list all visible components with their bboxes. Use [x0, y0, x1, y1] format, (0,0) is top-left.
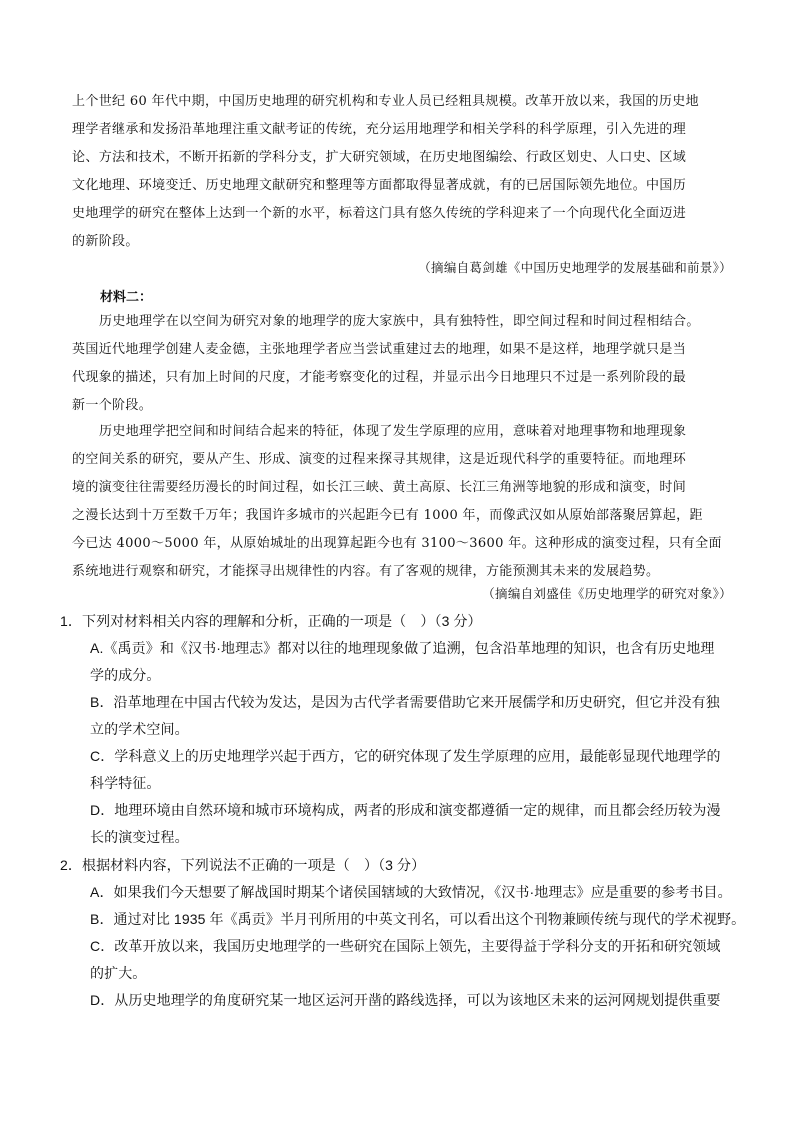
option-b[interactable]: B．沿革地理在中国古代较为发达，是因为古代学者需要借助它来开展儒学和历史研究，但它并没有独	[90, 694, 720, 710]
text-line: 文化地理、环境变迁、历史地理文献研究和整理等方面都取得显著成就，有的已居国际领先地位。中国历	[72, 178, 687, 193]
text-line: 历史地理学把空间和时间结合起来的特征，体现了发生学原理的应用，意味着对地理事物和地理现象	[99, 424, 687, 439]
material2-source: （摘编自刘盛佳《历史地理学的研究对象》）	[482, 586, 732, 601]
option-d[interactable]: D．地理环境由自然环境和城市环境构成，两者的形成和演变都遵循一定的规律，而且都会经历较为漫	[90, 802, 721, 818]
text-line: 的空间关系的研究，要从产生、形成、演变的过程来探寻其规律，这是近现代科学的重要特征。而地理环	[72, 452, 687, 467]
text-line: 历史地理学在以空间为研究对象的地理学的庞大家族中，具有独特性，即空间过程和时间过程相结合。	[99, 314, 700, 329]
text-line: 境的演变往往需要经历漫长的时间过程，如长江三峡、黄土高原、长江三角洲等地貌的形成和演变，时间	[72, 480, 687, 495]
text-line: 史地理学的研究在整体上达到一个新的水平，标着这门具有悠久传统的学科迎来了一个向现代化全面迈进	[72, 206, 687, 221]
text-line: 之漫长达到十万至数千万年；我国许多城市的兴起距今已有 1000 年，而像武汉如从原始部落聚居算起，距	[72, 508, 703, 523]
material1-paragraph	[72, 88, 730, 256]
text-line: 英国近代地理学创建人麦金德，主张地理学者应当尝试重建过去的地理，如果不是这样，地理学就只是当	[72, 342, 687, 357]
text-line: 理学者继承和发扬沿革地理注重文献考证的传统，充分运用地理学和相关学科的科学原理，引入先进的理	[72, 122, 687, 137]
material2-title: 材料二：	[100, 290, 153, 305]
text-line: 上个世纪 60 年代中期，中国历史地理的研究机构和专业人员已经粗具规模。改革开放以来，我国的历史地	[72, 94, 699, 109]
text-line: 的新阶段。	[72, 234, 139, 249]
question-stem: 1．下列对材料相关内容的理解和分析，正确的一项是（ ）（3 分）	[60, 613, 482, 629]
text-line: 系统地进行观察和研究，才能探寻出规律性的内容。有了客观的规律，方能预测其未来的发展趋势。	[72, 564, 660, 579]
text-line: 论、方法和技术，不断开拓新的学科分支，扩大研究领域，在历史地图编绘、行政区划史、人口史、区域	[72, 150, 687, 165]
option-b-cont: 立的学术空间。	[90, 721, 189, 737]
option-a[interactable]: A.《禹贡》和《汉书·地理志》都对以往的地理现象做了追溯，包含沿革地理的知识，也含有历史地理	[90, 640, 715, 656]
text-line: 新一个阶段。	[72, 398, 153, 413]
question-2	[60, 852, 746, 1014]
option-a-cont: 学的成分。	[90, 667, 161, 683]
text-line: 今已达 4000～5000 年，从原始城址的出现算起距今也有 3100～3600 年。这种形成的演变过程，只有全面	[72, 536, 722, 551]
material1-source: （摘编自葛剑雄《中国历史地理学的发展基础和前景》）	[418, 260, 732, 275]
question-1	[60, 608, 740, 851]
option-d-cont: 长的演变过程。	[90, 829, 189, 845]
option-c[interactable]: C．学科意义上的历史地理学兴起于西方，它的研究体现了发生学原理的应用，最能彰显现代地理学的	[90, 748, 721, 764]
option-b[interactable]: B．通过对比 1935 年《禹贡》半月刊所用的中英文刊名，可以看出这个刊物兼顾传统与现代的学术视野。	[90, 911, 746, 927]
material2-paragraph-2	[72, 418, 730, 586]
option-a[interactable]: A．如果我们今天想要了解战国时期某个诸侯国辖域的大致情况，《汉书·地理志》应是重要的参考书目。	[90, 884, 732, 900]
material2-paragraph-1	[72, 308, 730, 420]
option-d[interactable]: D．从历史地理学的角度研究某一地区运河开凿的路线选择，可以为该地区未来的运河网规划提供重要	[90, 992, 721, 1008]
option-c-cont: 的扩大。	[90, 965, 147, 981]
text-line: 代现象的描述，只有加上时间的尺度，才能考察变化的过程，并显示出今日地理只不过是一系列阶段的最	[72, 370, 687, 385]
option-c[interactable]: C．改革开放以来，我国历史地理学的一些研究在国际上领先，主要得益于学科分支的开拓和研究领域	[90, 938, 721, 954]
question-stem: 2．根据材料内容，下列说法不正确的一项是（ ）（3 分）	[60, 857, 426, 873]
option-c-cont: 科学特征。	[90, 775, 161, 791]
